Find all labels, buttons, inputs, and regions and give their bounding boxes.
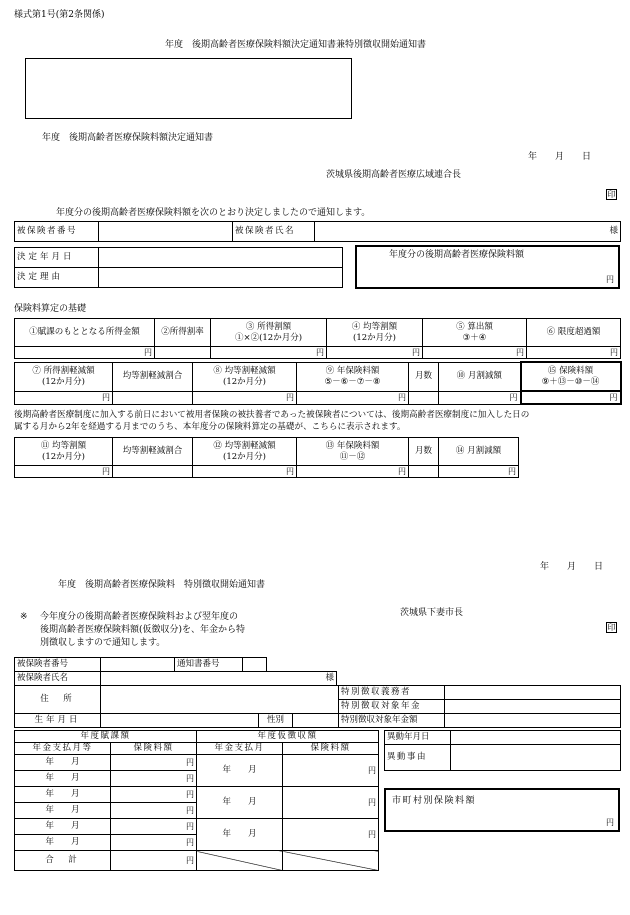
change-reason-label: 異動事由	[385, 745, 451, 771]
equal-levy-2-yen: 円	[15, 466, 113, 478]
decision-date-line: 年 月 日	[528, 152, 592, 162]
annual-premium-label: ⑨ 年保険料額	[325, 366, 380, 377]
income-levy-label: ③ 所得割額	[245, 322, 292, 333]
obligor-label: 特別徴収義務者	[339, 686, 445, 700]
address-label: 住 所	[15, 686, 101, 714]
limit-excess-yen: 円	[527, 347, 621, 359]
levy-month-1: 年 月	[15, 755, 111, 771]
levy-month-5: 年 月	[15, 819, 111, 835]
pay-month-header-2: 年金支払月	[197, 743, 283, 755]
basis-note-line2: 属する月から2年を経過する月までのうち、本年度分の保険料算定の基礎が、こちらに表示されます。	[14, 422, 406, 432]
premium-box-label: 年度分の後期高齢者医療保険料額	[389, 250, 525, 260]
monthly-reduction-yen: 円	[439, 391, 521, 404]
equal-levy-sub: (12か月分)	[353, 332, 396, 343]
decision-date-value	[99, 248, 343, 268]
address-value	[101, 686, 339, 714]
total-blank-diagonal-1	[197, 851, 283, 871]
obligor-table	[338, 685, 621, 728]
notice-number-value	[243, 658, 267, 672]
levy-yen-6: 円	[111, 835, 197, 851]
income-base-yen: 円	[15, 347, 155, 359]
levy-month-3: 年 月	[15, 787, 111, 803]
address-window-box	[25, 58, 352, 119]
form-number: 様式第1号(第2条関係)	[14, 10, 105, 20]
gender-value	[293, 714, 339, 728]
equal-reduction-label: ⑧ 均等割軽減額	[213, 366, 276, 377]
equal-reduction-rate-value	[113, 391, 193, 404]
decision-issuer: 茨城県後期高齢者医療広域連合長	[326, 170, 462, 180]
income-reduction-label: ⑦ 所得割軽減額	[32, 366, 95, 377]
special-insured-number-label: 被保険者番号	[15, 658, 101, 672]
basis-table-2	[14, 361, 622, 405]
annual-levy-header: 年度賦課額	[15, 731, 197, 743]
annual-premium-2-sub: ⑪－⑫	[339, 451, 366, 462]
special-note-mark: ※	[20, 612, 28, 622]
provisional-month-3: 年 月	[197, 819, 283, 851]
special-date-line: 年 月 日	[540, 562, 604, 572]
change-table	[384, 730, 621, 771]
income-rate-value	[155, 347, 211, 359]
months-2-header: 月数	[409, 438, 439, 466]
levy-yen-5: 円	[111, 819, 197, 835]
equal-levy-2-sub: (12か月分)	[42, 451, 85, 462]
basis-table-3	[14, 437, 519, 478]
special-name-row	[14, 671, 337, 686]
basis-note-line1: 後期高齢者医療制度に加入する前日において被用者保険の被扶養者であった被保険者については、後期高齢者医療制度に加入した日の	[14, 410, 530, 420]
pension-value	[445, 700, 621, 714]
monthly-reduction-2-yen: 円	[439, 466, 519, 478]
main-title: 年度 後期高齢者医療保険料額決定通知書兼特別徴収開始通知書	[165, 40, 427, 50]
total-yen: 円	[111, 851, 197, 871]
basis-heading: 保険料算定の基礎	[14, 304, 87, 314]
annual-premium-header	[297, 362, 409, 391]
insured-info-table	[14, 221, 621, 242]
income-levy-header	[211, 319, 327, 347]
premium-header-2: 保険料額	[283, 743, 379, 755]
income-reduction-header	[15, 362, 113, 391]
equal-reduction-2-header	[193, 438, 297, 466]
premium-box-yen: 円	[606, 275, 614, 285]
income-reduction-yen: 円	[15, 391, 113, 404]
calc-amount-sub: ③＋④	[462, 332, 487, 343]
annual-premium-sub: ⑤－⑥－⑦－⑧	[324, 376, 381, 387]
total-blank-diagonal-2	[283, 851, 379, 871]
pension-amount-label: 特別徴収対象年金額	[339, 714, 445, 728]
equal-reduction-rate-2-header: 均等割軽減割合	[113, 438, 193, 466]
annual-premium-yen: 円	[297, 391, 409, 404]
basis-table-1	[14, 318, 621, 359]
equal-reduction-2-sub: (12か月分)	[223, 451, 266, 462]
limit-excess-header: ⑥ 限度超過額	[527, 319, 621, 347]
notice-number-label: 通知書番号	[175, 658, 243, 672]
income-rate-header: ②所得割率	[155, 319, 211, 347]
insured-name-label: 被保険者氏名	[233, 222, 315, 242]
annual-premium-2-yen: 円	[297, 466, 409, 478]
income-base-header: ①賦課のもととなる所得金額	[15, 319, 155, 347]
decision-reason-value	[99, 268, 343, 288]
levy-yen-3: 円	[111, 787, 197, 803]
change-reason-value	[451, 745, 621, 771]
premium-total-label: ⑮ 保険料額	[547, 366, 594, 377]
premium-header: 保険料額	[111, 743, 197, 755]
levy-yen-2: 円	[111, 771, 197, 787]
provisional-header: 年度仮徴収額	[197, 731, 379, 743]
levy-schedule-table	[14, 730, 379, 871]
income-levy-yen: 円	[211, 347, 327, 359]
decision-date-label: 決定年月日	[15, 248, 99, 268]
levy-month-2: 年 月	[15, 771, 111, 787]
birth-value	[101, 714, 259, 728]
provisional-yen-2: 円	[283, 787, 379, 819]
months-value	[409, 391, 439, 404]
income-reduction-sub: (12か月分)	[42, 376, 85, 387]
birth-label: 生年月日	[15, 714, 101, 728]
income-levy-sub: ①×②(12か月分)	[234, 332, 303, 343]
equal-reduction-2-label: ⑫ 均等割軽減額	[213, 441, 276, 452]
equal-levy-label: ④ 均等割額	[351, 322, 398, 333]
decision-statement: 年度分の後期高齢者医療保険料額を次のとおり決定しましたので通知します。	[56, 208, 371, 218]
pension-label: 特別徴収対象年金	[339, 700, 445, 714]
equal-reduction-2-yen: 円	[193, 466, 297, 478]
special-note-line3: 別徴収しますので通知します。	[40, 638, 166, 648]
provisional-month-2: 年 月	[197, 787, 283, 819]
premium-total-sub: ⑨＋⑬－⑩－⑭	[541, 376, 600, 387]
total-label: 合 計	[15, 851, 111, 871]
provisional-month-1: 年 月	[197, 755, 283, 787]
equal-reduction-yen: 円	[193, 391, 297, 404]
municipal-yen: 円	[606, 818, 614, 828]
equal-levy-2-header	[15, 438, 113, 466]
decision-reason-label: 決定理由	[15, 268, 99, 288]
levy-yen-1: 円	[111, 755, 197, 771]
calc-amount-yen: 円	[423, 347, 527, 359]
equal-levy-2-label: ⑪ 均等割額	[40, 441, 87, 452]
levy-yen-4: 円	[111, 803, 197, 819]
municipal-premium-box	[384, 788, 620, 832]
calc-amount-label: ⑤ 算出額	[456, 322, 493, 333]
premium-amount-box	[355, 245, 620, 289]
special-note-line1: 今年度分の後期高齢者医療保険料および翌年度の	[40, 612, 239, 622]
provisional-yen-3: 円	[283, 819, 379, 851]
months-header: 月数	[409, 362, 439, 391]
equal-levy-header	[327, 319, 423, 347]
pension-amount-value	[445, 714, 621, 728]
obligor-value	[445, 686, 621, 700]
annual-premium-2-label: ⑬ 年保険料額	[325, 441, 380, 452]
special-insured-number-value	[101, 658, 175, 672]
months-2-value	[409, 466, 439, 478]
special-address-row	[14, 685, 339, 714]
premium-total-yen: 円	[521, 391, 621, 404]
monthly-reduction-header: ⑩ 月割減額	[439, 362, 521, 391]
levy-month-6: 年 月	[15, 835, 111, 851]
insured-number-value	[99, 222, 233, 242]
premium-total-header	[521, 362, 621, 391]
special-seal-stamp: 印	[607, 623, 616, 632]
special-birth-row	[14, 713, 339, 728]
change-date-label: 異動年月日	[385, 731, 451, 745]
equal-reduction-sub: (12か月分)	[223, 376, 266, 387]
special-note-line2: 後期高齢者医療保険料額(仮徴収分)を、年金から特	[40, 625, 246, 635]
decision-date-table	[14, 247, 343, 288]
calc-amount-header	[423, 319, 527, 347]
insured-name-sama: 様	[315, 222, 621, 242]
special-title: 年度 後期高齢者医療保険料 特別徴収開始通知書	[58, 580, 266, 590]
annual-premium-2-header	[297, 438, 409, 466]
equal-reduction-rate-header: 均等割軽減割合	[113, 362, 193, 391]
decision-title: 年度 後期高齢者医療保険料額決定通知書	[42, 133, 214, 143]
special-insured-name-label: 被保険者氏名	[15, 672, 101, 686]
pay-month-header: 年金支払月等	[15, 743, 111, 755]
special-insured-name-sama: 様	[101, 672, 337, 686]
gender-label: 性別	[259, 714, 293, 728]
provisional-yen-1: 円	[283, 755, 379, 787]
insured-number-label: 被保険者番号	[15, 222, 99, 242]
special-id-row	[14, 657, 267, 672]
municipal-label: 市町村別保険料額	[392, 796, 477, 806]
equal-reduction-header	[193, 362, 297, 391]
seal-stamp: 印	[607, 190, 616, 199]
equal-levy-yen: 円	[327, 347, 423, 359]
equal-reduction-rate-2-value	[113, 466, 193, 478]
monthly-reduction-2-header: ⑭ 月割減額	[439, 438, 519, 466]
levy-month-4: 年 月	[15, 803, 111, 819]
special-issuer: 茨城県下妻市長	[400, 608, 464, 618]
change-date-value	[451, 731, 621, 745]
